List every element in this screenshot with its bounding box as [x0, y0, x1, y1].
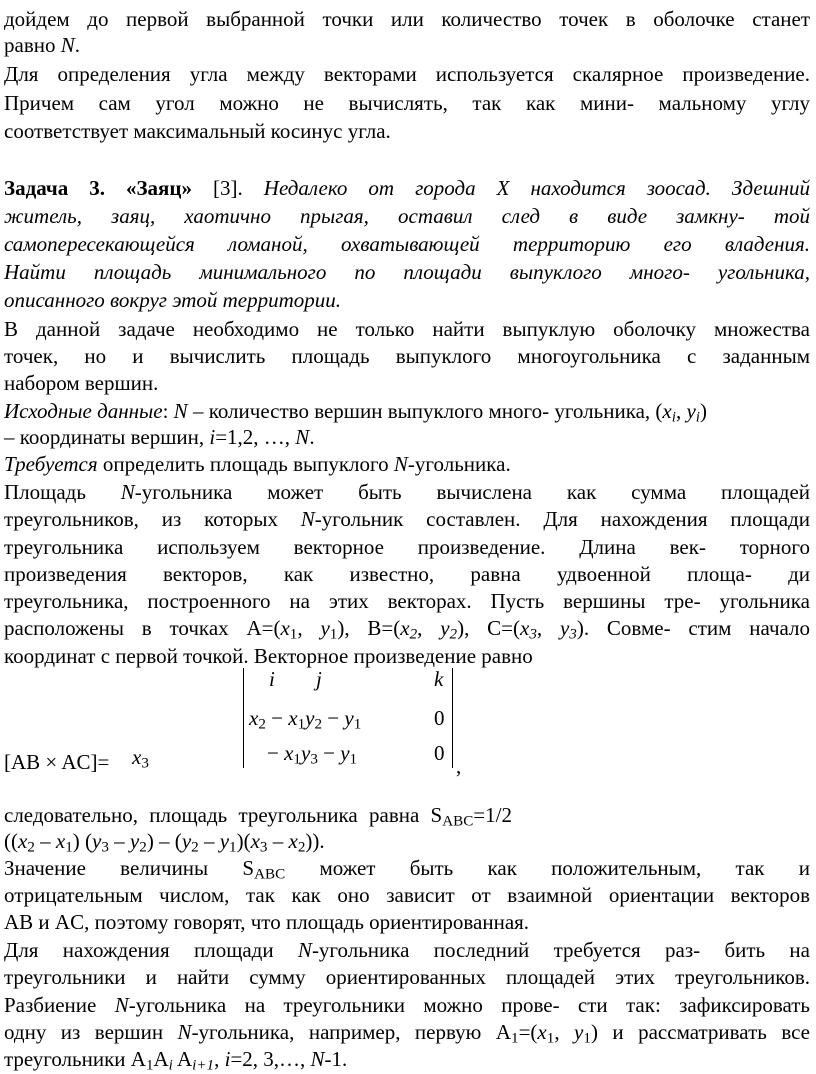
math-symbol: y: [559, 616, 570, 640]
text-line: [4, 1019, 810, 1045]
text-line: [4, 506, 810, 532]
math-subscript: 1: [511, 1030, 519, 1047]
text-span: ), C=(: [457, 616, 520, 640]
math-subscript: 2: [139, 839, 147, 856]
math-symbol: y: [320, 616, 330, 640]
text-line: [4, 1046, 810, 1072]
math-symbol: y: [574, 1020, 584, 1044]
math-subscript: 1: [546, 1030, 555, 1047]
text-span: произведения векторов, как известно, равна удвоенной площа- ди: [4, 562, 810, 586]
text-span: 0: [434, 706, 445, 730]
math-subscript: 2: [258, 716, 266, 733]
math-subscript: 1: [293, 751, 301, 768]
text-line: [4, 882, 810, 908]
math-symbol: i: [209, 425, 216, 449]
text-span: )).: [305, 829, 325, 853]
text-span: соответствует максимальный косинус угла.: [4, 119, 391, 143]
math-subscript: ABC: [442, 813, 474, 830]
text-span: ), B=(: [337, 616, 401, 640]
text-line: [4, 118, 810, 144]
task-text-line: [4, 203, 810, 229]
text-line: [4, 61, 810, 87]
text-span: Значение величины S: [4, 856, 255, 880]
math-symbol: j: [316, 667, 322, 691]
text-line: [4, 316, 810, 342]
math-subscript: 1: [353, 716, 362, 733]
matrix-cell-k: [434, 667, 443, 692]
math-symbol: y: [129, 829, 140, 853]
math-subscript: 2: [314, 716, 323, 733]
text-span: −: [317, 741, 341, 765]
math-subscript: 3: [141, 755, 149, 772]
text-span: ,: [297, 616, 321, 640]
text-span: Разбиение: [4, 993, 115, 1017]
text-span: треугольники и найти сумму ориентированных площадей этих треугольников.: [4, 965, 810, 989]
matrix-left-x3: [132, 745, 149, 770]
task-text: житель, заяц, хаотично прыгая, оставил след в виде замкну- той: [4, 204, 810, 228]
text-span: координат с первой точкой. Векторное произведение равно: [4, 644, 533, 668]
text-span: -угольника может быть вычислена как сумма площадей: [134, 480, 810, 504]
text-span: [AB × AC]=: [4, 750, 110, 774]
text-span: Для нахождения площади: [4, 938, 298, 962]
text-span: =1/2: [473, 803, 512, 827]
text-line: [4, 937, 810, 963]
task-text-line: [4, 231, 810, 257]
task-heading-line: [4, 175, 810, 201]
math-symbol: x: [662, 399, 672, 423]
math-symbol: y: [300, 741, 311, 765]
task-reference: [3].: [192, 176, 264, 200]
text-span: –: [108, 829, 130, 853]
area-formula-line: [4, 828, 810, 854]
math-symbol: y: [305, 706, 315, 730]
text-line: [4, 6, 810, 32]
task-text: Недалеко от города X находится зоосад. Здешний: [263, 176, 810, 200]
math-symbol: x: [537, 1020, 547, 1044]
math-symbol: x: [284, 741, 294, 765]
text-span: =(: [518, 1020, 538, 1044]
text-line: [4, 32, 810, 58]
math-symbol: N: [310, 1047, 325, 1071]
text-span: отрицательным числом, так как оно зависит от взаимной ориентации векторов: [4, 883, 810, 907]
math-symbol: y: [181, 829, 192, 853]
math-symbol: N: [295, 425, 310, 449]
math-symbol: N: [297, 938, 312, 962]
text-span: −: [265, 706, 289, 730]
matrix-cell-zero: [434, 741, 445, 766]
required-label: Требуется: [4, 452, 98, 476]
text-span: =1,2, …,: [215, 425, 296, 449]
text-span: A: [172, 1047, 193, 1071]
math-symbol: y: [219, 829, 230, 853]
text-line: [4, 370, 810, 396]
math-symbol: x: [250, 829, 260, 853]
math-symbol: y: [344, 706, 354, 730]
determinant-right-bar: [452, 668, 453, 768]
math-symbol: k: [434, 667, 444, 691]
text-span: треугольника используем векторное произведение. Длина век- торного: [4, 535, 810, 559]
math-subscript: ABC: [254, 866, 286, 883]
matrix-row-2: [249, 706, 361, 731]
text-span: ,: [554, 1020, 575, 1044]
text-span: – количество вершин выпуклого много- угольника, (: [187, 399, 663, 423]
text-span: В данной задаче необходимо не только найти выпуклую оболочку множества: [4, 317, 810, 341]
math-symbol: y: [340, 741, 350, 765]
matrix-cell-zero: [434, 706, 445, 731]
math-symbol: x: [400, 616, 410, 640]
text-span: Для определения угла между векторами используется скалярное произведение.: [4, 62, 810, 86]
text-span: точек, но и вычислить площадь выпуклого многоугольника с заданным: [4, 344, 810, 368]
determinant-left-bar: [243, 668, 244, 768]
text-span: ((: [4, 829, 18, 853]
text-span: ,: [536, 616, 560, 640]
text-span: ) и рассматривать все: [590, 1020, 811, 1044]
text-span: – координаты вершин,: [4, 425, 210, 449]
text-line: [4, 643, 810, 669]
text-span: -1.: [324, 1047, 348, 1071]
text-span: набором вершин.: [4, 371, 159, 395]
math-symbol: x: [520, 616, 530, 640]
math-symbol: y: [92, 829, 102, 853]
text-span: ,: [675, 399, 687, 423]
math-symbol: x: [288, 706, 298, 730]
text-span: ): [699, 399, 707, 423]
text-span: Причем сам угол можно не вычислять, так как мини- мальному углу: [4, 91, 810, 115]
math-symbol: N: [120, 480, 135, 504]
text-line: [4, 964, 810, 990]
math-subscript: 3: [529, 626, 537, 643]
text-span: -угольника последний требуется раз- бить на: [311, 938, 810, 962]
text-span: .: [74, 33, 80, 57]
task-text: самопересекающейся ломаной, охватывающей территорию его владения.: [4, 232, 810, 256]
formula-lhs: [4, 750, 109, 775]
math-subscript: 1: [297, 716, 306, 733]
text-span: следовательно, площадь треугольника равна S: [4, 803, 443, 827]
text-span: -угольника, например, первую A: [191, 1020, 512, 1044]
input-data-line: [4, 398, 810, 424]
matrix-cell-j: [316, 667, 322, 692]
task-text-line: [4, 287, 810, 313]
math-symbol: x: [55, 829, 66, 853]
text-span: −: [322, 706, 345, 730]
text-span: равно: [4, 33, 61, 57]
math-subscript: 1: [65, 839, 73, 856]
math-symbol: x: [288, 829, 298, 853]
math-symbol: x: [249, 706, 259, 730]
math-subscript: 3: [569, 626, 577, 643]
math-symbol: N: [114, 993, 129, 1017]
text-span: :: [162, 399, 174, 423]
math-symbol: i: [224, 1047, 231, 1071]
math-subscript: 2: [449, 626, 458, 643]
math-subscript: 1: [329, 626, 338, 643]
matrix-row-3: [267, 741, 357, 766]
math-symbol: y: [440, 616, 450, 640]
text-span: –: [34, 829, 56, 853]
required-line: [4, 451, 810, 477]
math-subscript: 2: [191, 839, 199, 856]
math-symbol: N: [393, 452, 408, 476]
math-subscript: 1: [349, 751, 358, 768]
math-subscript: 1: [145, 1057, 154, 1074]
math-subscript: 2: [27, 839, 35, 856]
text-span: может быть как положительным, так и: [285, 856, 811, 880]
math-subscript: 1: [229, 839, 237, 856]
task-text-line: [4, 259, 810, 285]
math-subscript: i: [168, 1057, 173, 1074]
formula-comma: [456, 754, 461, 779]
text-span: ,: [214, 1047, 225, 1071]
text-span: 0: [434, 741, 445, 765]
task-text: Найти площадь минимального по площади выпуклого много- угольника,: [4, 260, 810, 284]
text-line: [4, 534, 810, 560]
math-symbol: x: [132, 745, 142, 769]
text-span: =2, 3,…,: [230, 1047, 311, 1071]
matrix-cell-i: [269, 667, 275, 692]
text-line: [4, 615, 810, 641]
text-span: –: [198, 829, 220, 853]
text-span: -угольника.: [407, 452, 511, 476]
math-subscript: 1: [583, 1030, 591, 1047]
math-subscript: i+1: [192, 1057, 215, 1074]
math-symbol: x: [280, 616, 290, 640]
math-symbol: i: [269, 667, 275, 691]
math-subscript: i: [695, 409, 700, 426]
task-text: описанного вокруг этой территории.: [4, 288, 342, 312]
input-label: Исходные данные: [4, 399, 163, 423]
text-line: [4, 855, 810, 881]
math-subscript: 1: [289, 626, 298, 643]
math-subscript: 2: [409, 626, 418, 643]
math-symbol: N: [300, 507, 315, 531]
text-span: AB и AC, поэтому говорят, что площадь ориентированная.: [4, 910, 530, 934]
text-span: .: [309, 425, 315, 449]
math-subscript: 3: [101, 839, 109, 856]
text-span: треугольников, из которых: [4, 507, 301, 531]
input-data-line: [4, 424, 810, 450]
math-symbol: N: [173, 399, 188, 423]
math-subscript: 3: [259, 839, 268, 856]
text-span: -угольник составлен. Для нахождения площади: [314, 507, 810, 531]
math-symbol: N: [60, 33, 75, 57]
text-span: ) – (: [146, 829, 182, 853]
text-span: ,: [417, 616, 441, 640]
text-line: [4, 479, 810, 505]
text-span: одну из вершин: [4, 1020, 178, 1044]
text-span: дойдем до первой выбранной точки или количество точек в оболочке станет: [4, 7, 810, 31]
text-span: ,: [456, 754, 462, 778]
text-span: ). Совме- стим начало: [576, 616, 811, 640]
text-line: [4, 588, 810, 614]
math-subscript: 3: [310, 751, 318, 768]
task-title: Задача 3. «Заяц»: [4, 176, 193, 200]
math-subscript: 2: [297, 839, 306, 856]
math-subscript: i: [671, 409, 676, 426]
math-symbol: x: [18, 829, 28, 853]
text-line: [4, 909, 810, 935]
text-span: расположены в точках A=(: [4, 616, 281, 640]
text-span: ) (: [72, 829, 93, 853]
text-span: треугольника, построенного на этих векторах. Пусть вершины тре- угольника: [4, 589, 810, 613]
text-line: [4, 992, 810, 1018]
text-span: определить площадь выпуклого: [97, 452, 394, 476]
text-line: [4, 561, 810, 587]
text-span: A: [153, 1047, 169, 1071]
text-span: Площадь: [4, 480, 121, 504]
math-symbol: N: [177, 1020, 192, 1044]
text-span: −: [267, 741, 285, 765]
text-line: [4, 90, 810, 116]
text-span: )(: [236, 829, 251, 853]
text-span: –: [267, 829, 289, 853]
text-span: треугольники A: [4, 1047, 146, 1071]
text-line: [4, 343, 810, 369]
math-symbol: y: [686, 399, 696, 423]
text-span: -угольника на треугольники можно прове- сти так: зафиксировать: [128, 993, 810, 1017]
text-line: [4, 802, 810, 828]
